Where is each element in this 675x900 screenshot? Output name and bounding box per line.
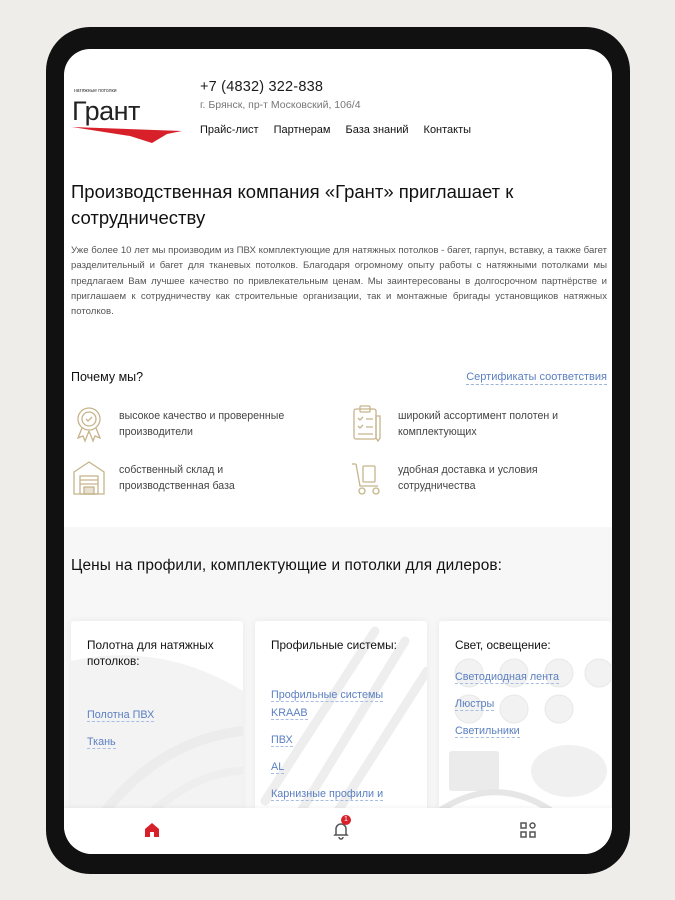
svg-text:Грант: Грант bbox=[72, 96, 140, 126]
quality-award-icon bbox=[71, 404, 107, 444]
app-screen bbox=[64, 49, 612, 854]
feature-delivery bbox=[350, 458, 585, 502]
card-ceiling-fabrics[interactable] bbox=[71, 621, 243, 831]
link-al-profiles[interactable]: AL bbox=[271, 761, 285, 773]
card-profile-systems[interactable] bbox=[255, 621, 427, 831]
home-icon bbox=[140, 818, 164, 842]
main-nav bbox=[200, 124, 471, 136]
card-title: Полотна для натяжных потолков: bbox=[87, 638, 214, 668]
nav-knowledge-base[interactable]: База знаний bbox=[345, 124, 409, 136]
feature-text: собственный склад и производственная база bbox=[119, 464, 235, 492]
card-title: Свет, освещение: bbox=[455, 638, 551, 652]
tab-menu[interactable] bbox=[516, 818, 540, 842]
svg-text:натяжные потолки: натяжные потолки bbox=[74, 88, 117, 94]
feature-assortment bbox=[350, 404, 585, 448]
delivery-icon bbox=[350, 458, 386, 498]
notification-badge: 1 bbox=[341, 815, 351, 825]
prices-heading: Цены на профили, комплектующие и потолки для дилеров: bbox=[71, 557, 503, 574]
link-chandeliers[interactable]: Люстры bbox=[455, 698, 495, 710]
page-title: Производственная компания «Грант» приглашает к сотрудничеству bbox=[71, 181, 514, 228]
feature-text: широкий ассортимент полотен и комплектующих bbox=[398, 410, 559, 438]
warehouse-icon bbox=[71, 458, 107, 498]
feature-quality bbox=[71, 404, 306, 448]
certificates-link[interactable]: Сертификаты соответствия bbox=[466, 371, 607, 383]
card-title: Профильные системы: bbox=[271, 638, 397, 652]
link-fabric[interactable]: Ткань bbox=[87, 736, 116, 748]
feature-text: удобная доставка и условия сотрудничества bbox=[398, 464, 538, 492]
address: г. Брянск, пр-т Московский, 106/4 bbox=[200, 99, 361, 111]
checklist-icon bbox=[350, 404, 386, 444]
card-lighting[interactable] bbox=[439, 621, 611, 831]
grid-icon bbox=[516, 818, 540, 842]
link-lamps[interactable]: Светильники bbox=[455, 725, 520, 737]
link-cornice-profiles[interactable]: Карнизные профили и bbox=[271, 788, 383, 819]
card-links bbox=[455, 667, 559, 748]
phone-number[interactable]: +7 (4832) 322-838 bbox=[200, 79, 324, 95]
card-links bbox=[87, 705, 154, 759]
link-pvc-fabrics[interactable]: Полотна ПВХ bbox=[87, 709, 155, 721]
link-kraab-systems[interactable]: Профильные системы KRAAB bbox=[271, 689, 384, 719]
intro-text: Уже более 10 лет мы производим из ПВХ комплектующие для натяжных потолков - багет, гарпун, вставку, а также багет разделительный и багет для тканевых потолков. Благодаря огромному опыту работы с натяжными потолками мы предлагаем Вам лучшее качество по привлекательным ценам. Мы заинтересованы в долгосрочном партнёрстве и приглашаем к сотрудничеству как строительные организации, так и монтажные бригады установщиков натяжных потолков. bbox=[71, 245, 607, 318]
nav-price-list[interactable]: Прайс-лист bbox=[200, 124, 259, 136]
grant-logo[interactable] bbox=[72, 79, 184, 143]
nav-contacts[interactable]: Контакты bbox=[423, 124, 472, 136]
feature-text: высокое качество и проверенные производители bbox=[119, 410, 285, 438]
tab-notifications[interactable] bbox=[329, 818, 353, 842]
tab-home[interactable] bbox=[140, 818, 164, 842]
why-us-heading: Почему мы? bbox=[71, 370, 144, 384]
nav-partners[interactable]: Партнерам bbox=[273, 124, 331, 136]
tablet-frame bbox=[46, 27, 630, 874]
link-pvc-profiles[interactable]: ПВХ bbox=[271, 734, 293, 746]
feature-warehouse bbox=[71, 458, 306, 502]
dealer-prices-section bbox=[64, 527, 612, 827]
link-led-strip[interactable]: Светодиодная лента bbox=[455, 671, 559, 683]
bottom-tab-bar bbox=[64, 808, 612, 854]
